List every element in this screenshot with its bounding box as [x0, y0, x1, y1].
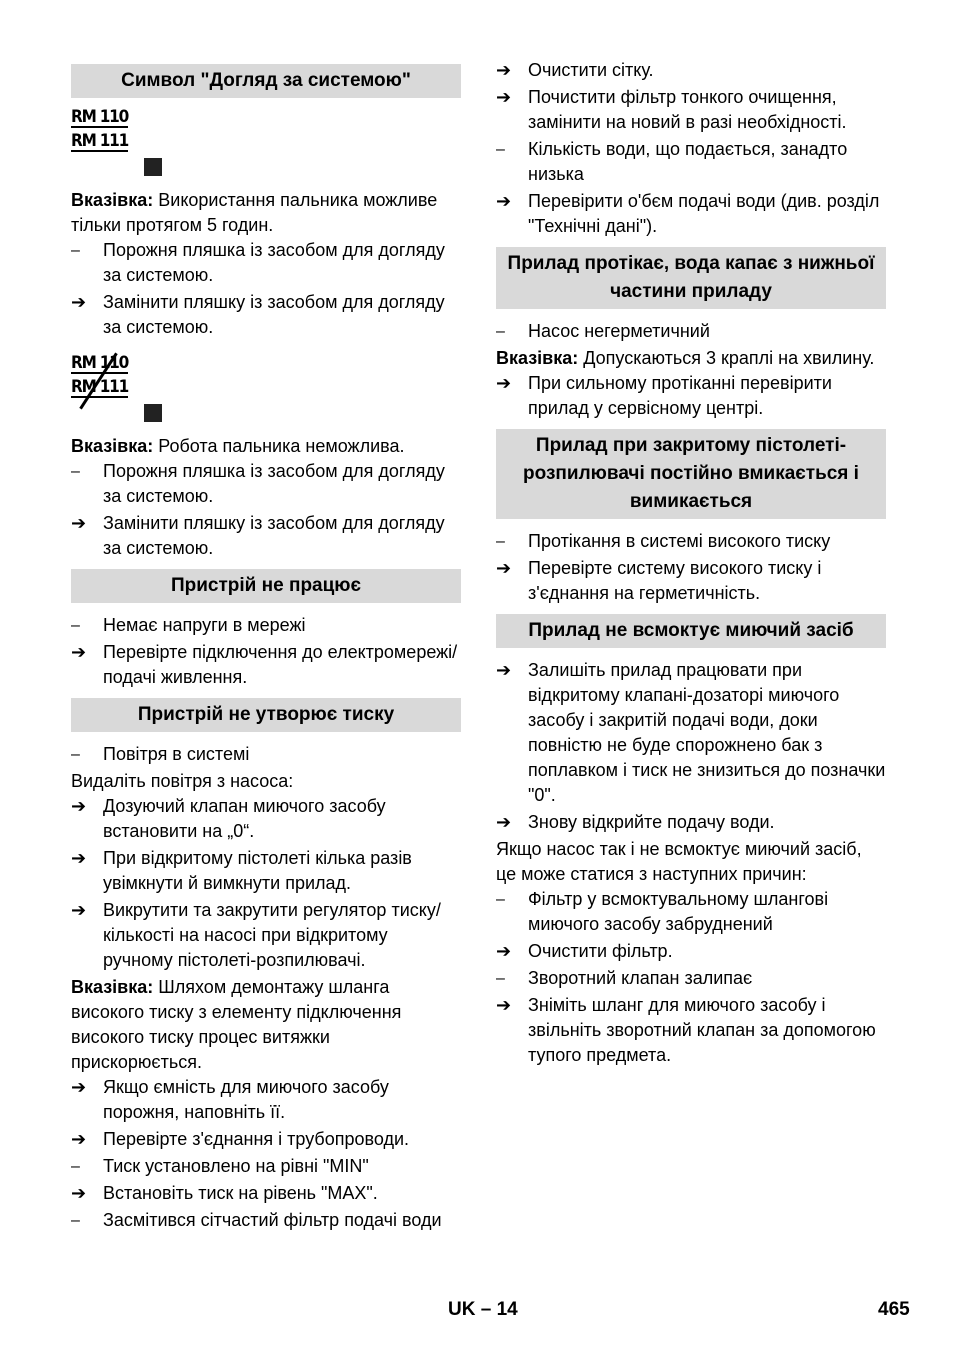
- list-item: – Фільтр у всмоктувальному шлангові миючого засобу забруднений: [496, 889, 829, 934]
- list-item: ➔ Очистити фільтр.: [496, 939, 886, 964]
- list-item: ➔ Очистити сітку.: [496, 58, 886, 83]
- dash-icon: –: [71, 463, 80, 480]
- dash-icon: –: [71, 1158, 80, 1175]
- dash-icon: –: [71, 1212, 80, 1229]
- note-hose-removal: Вказівка: Шляхом демонтажу шланга високого тиску з елементу підключення високого тиску процес витяжки прискорюється.: [71, 977, 402, 1072]
- section-title-no-pressure: Пристрій не утворює тиску: [71, 698, 461, 732]
- symbol-label-rm110: RM 110: [71, 353, 129, 373]
- arrow-icon: ➔: [496, 558, 512, 578]
- section-title-device-not-working: Пристрій не працює: [71, 569, 461, 603]
- dash-icon: –: [496, 970, 505, 987]
- arrow-icon: ➔: [71, 1129, 87, 1149]
- list-item: ➔ Залишіть прилад працювати при відкритому клапані-дозаторі миючого засобу і закритій подачі води, доки повністю не буде спорожнено бак з поплавком і тиск не знизиться до позначки "0".: [496, 660, 886, 805]
- page-code: UK – 14: [448, 1299, 518, 1320]
- note-burner-disabled: Вказівка: Робота пальника неможлива.: [71, 436, 405, 456]
- arrow-icon: ➔: [496, 60, 512, 80]
- arrow-icon: ➔: [496, 87, 512, 107]
- section-title-system-care: Символ "Догляд за системою": [71, 64, 461, 98]
- list-item: ➔ Перевірте підключення до електромережі/подачі живлення.: [71, 642, 458, 687]
- symbol-indicator-icon: [144, 158, 162, 176]
- symbol-label-rm110: RM 110: [71, 107, 129, 127]
- list-item: – Немає напруги в мережі: [71, 613, 461, 638]
- list-item: – Насос негерметичний: [496, 319, 886, 344]
- list-item: ➔ Знову відкрийте подачу води.: [496, 810, 886, 835]
- list-item: – Кількість води, що подається, занадто низька: [496, 139, 848, 184]
- list-item: ➔ При сильному протіканні перевірити прилад у сервісному центрі.: [496, 373, 832, 418]
- dash-icon: –: [496, 533, 505, 550]
- page-number: 465: [878, 1299, 910, 1320]
- arrow-icon: ➔: [71, 796, 87, 816]
- note-burner-limited: Вказівка: Використання пальника можливе тільки протягом 5 годин.: [71, 190, 438, 235]
- arrow-icon: ➔: [71, 292, 87, 312]
- list-item: ➔ Встановіть тиск на рівень "MAX".: [71, 1181, 461, 1206]
- list-item: ➔ Перевірте з'єднання і трубопроводи.: [71, 1127, 461, 1152]
- list-item: ➔ При відкритому пістолеті кілька разів увімкнути й вимкнути прилад.: [71, 848, 412, 893]
- list-item: – Порожня пляшка із засобом для догляду за системою.: [71, 240, 445, 285]
- list-item: ➔ Почистити фільтр тонкого очищення, замінити на новий в разі необхідності.: [496, 87, 847, 132]
- note-drops-allowed: Вказівка: Допускаються 3 краплі на хвилину.: [496, 348, 875, 368]
- list-item: ➔ Перевірте систему високого тиску і з'єднання на герметичність.: [496, 558, 822, 603]
- left-column: [71, 58, 461, 1235]
- list-item: – Тиск установлено на рівні "MIN": [71, 1154, 461, 1179]
- list-item: – Порожня пляшка із засобом для догляду за системою.: [71, 461, 445, 506]
- arrow-icon: ➔: [71, 848, 87, 868]
- list-item: ➔ Зніміть шланг для миючого засобу і звільніть зворотний клапан за допомогою тупого предмета.: [496, 995, 876, 1065]
- list-item: ➔ Якщо ємність для миючого засобу порожня, наповніть її.: [71, 1077, 389, 1122]
- symbol-label-rm111: RM 111: [71, 377, 129, 397]
- arrow-icon: ➔: [496, 191, 512, 211]
- section-title-device-leaks: Прилад протікає, вода капає з нижньої частини приладу: [496, 247, 886, 309]
- list-item: ➔ Перевірити о'бєм подачі води (див. розділ "Технічні дані").: [496, 191, 880, 236]
- section-title-no-detergent-suction: Прилад не всмоктує миючий засіб: [496, 614, 886, 648]
- list-item: – Повітря в системі: [71, 742, 461, 767]
- symbol-label-rm111: RM 111: [71, 131, 129, 151]
- right-column: [496, 58, 886, 1070]
- dash-icon: –: [71, 746, 80, 763]
- arrow-icon: ➔: [496, 941, 512, 961]
- list-item: – Зворотний клапан залипає: [496, 966, 886, 991]
- arrow-icon: ➔: [71, 642, 87, 662]
- list-item: – Засмітився сітчастий фільтр подачі води: [71, 1208, 461, 1233]
- arrow-icon: ➔: [496, 995, 512, 1015]
- symbol-indicator-icon: [144, 404, 162, 422]
- list-item: ➔ Дозуючий клапан миючого засобу встановити на „0“.: [71, 796, 386, 841]
- arrow-icon: ➔: [496, 812, 512, 832]
- dash-icon: –: [496, 891, 505, 908]
- arrow-icon: ➔: [496, 373, 512, 393]
- arrow-icon: ➔: [71, 1183, 87, 1203]
- section-title-device-cycles: Прилад при закритому пістолеті-розпилювачі постійно вмикається і вимикається: [496, 429, 886, 519]
- dash-icon: –: [71, 617, 80, 634]
- dash-icon: –: [71, 242, 80, 259]
- paragraph: Якщо насос так і не всмоктує миючий засіб, це може статися з наступних причин:: [496, 839, 862, 884]
- arrow-icon: ➔: [71, 513, 87, 533]
- dash-icon: –: [496, 323, 505, 340]
- paragraph: Видаліть повітря з насоса:: [71, 771, 294, 791]
- system-care-symbol-ok: [71, 108, 461, 186]
- list-item: – Протікання в системі високого тиску: [496, 529, 886, 554]
- list-item: ➔ Замінити пляшку із засобом для догляду за системою.: [71, 292, 445, 337]
- dash-icon: –: [496, 141, 505, 158]
- list-item: ➔ Замінити пляшку із засобом для догляду за системою.: [71, 513, 445, 558]
- arrow-icon: ➔: [496, 660, 512, 680]
- system-care-symbol-empty: [71, 354, 461, 432]
- list-item: ➔ Викрутити та закрутити регулятор тиску/кількості на насосі при відкритому ручному пістолеті-розпилювачі.: [71, 900, 441, 970]
- arrow-icon: ➔: [71, 900, 87, 920]
- arrow-icon: ➔: [71, 1077, 87, 1097]
